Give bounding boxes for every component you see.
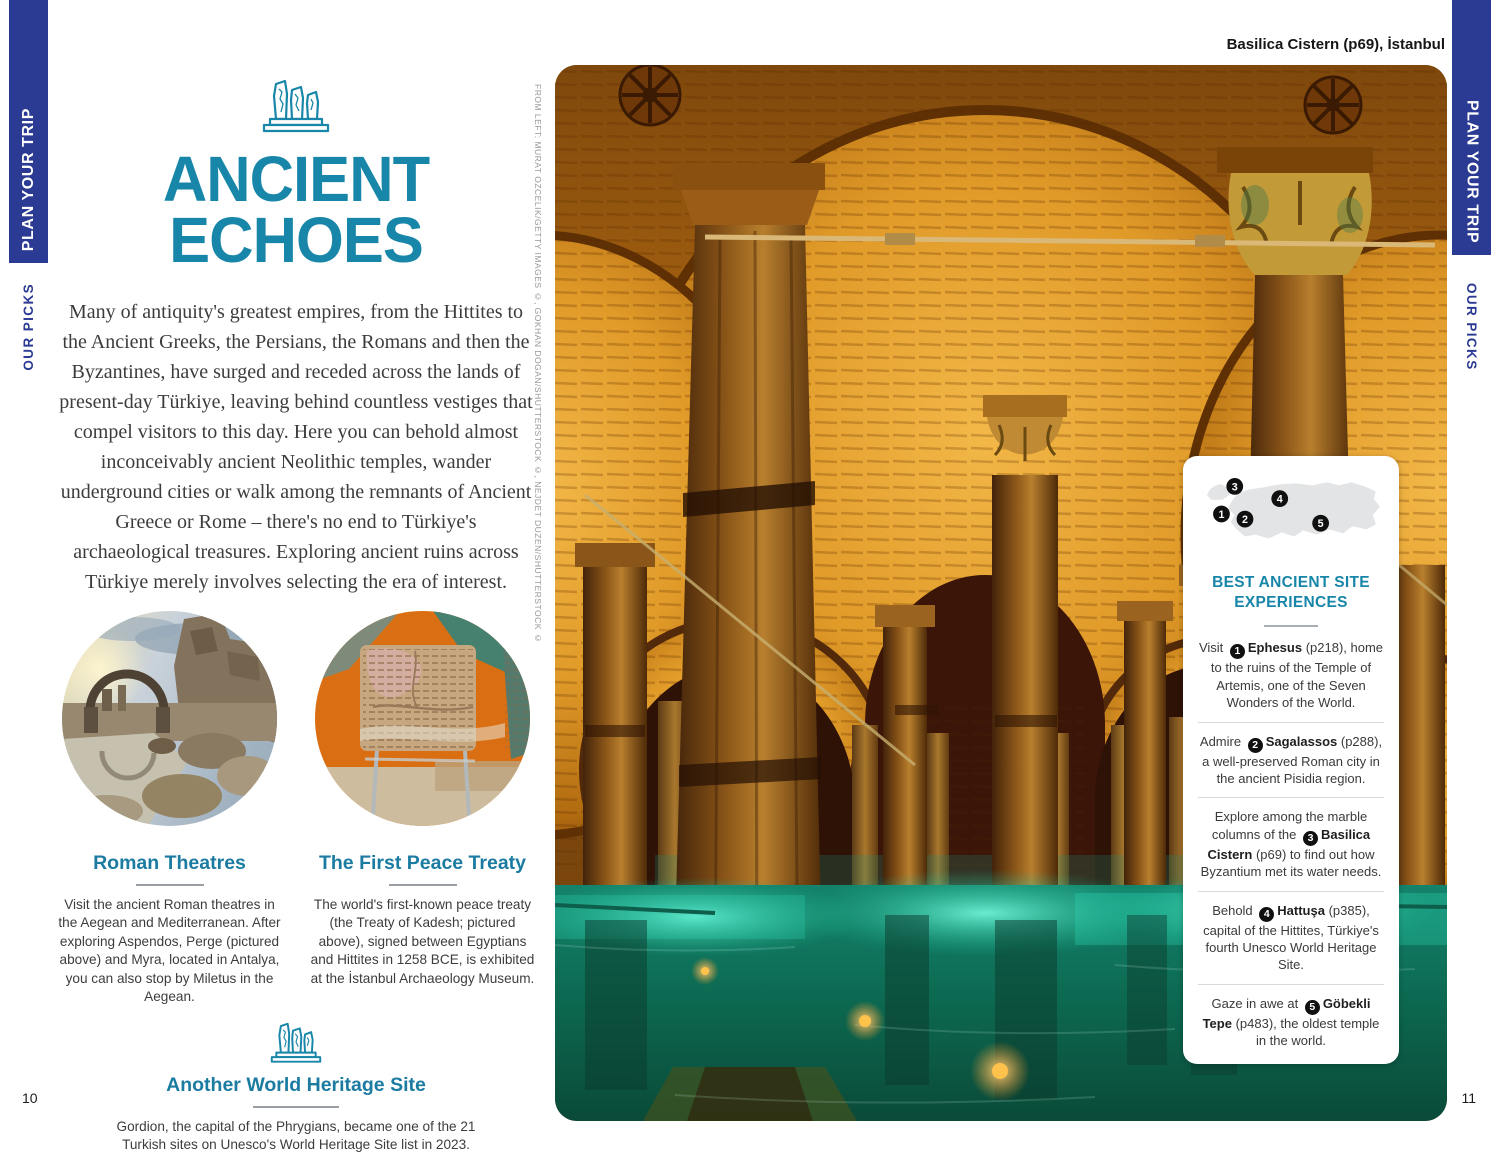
standing-stones-icon — [55, 72, 537, 143]
photo-caption: Basilica Cistern (p69), İstanbul — [1226, 36, 1445, 53]
map-marker-1: 1 — [1218, 508, 1225, 521]
card-heading: BEST ANCIENT SITE EXPERIENCES — [1212, 574, 1370, 612]
map-marker-5: 5 — [1317, 518, 1324, 531]
card-divider — [1198, 891, 1384, 892]
map-marker-2: 2 — [1241, 513, 1248, 526]
card-divider — [1198, 984, 1384, 985]
experience-item-2: Admire 2 Sagalassos (p288), a well-preserved Roman city in the ancient Pisidia region. — [1199, 733, 1383, 786]
turkey-map — [1197, 468, 1387, 560]
number-badge: 1 — [1230, 644, 1245, 659]
feature-heading: The First Peace Treaty — [318, 851, 527, 874]
left-chapter-rail — [9, 283, 48, 371]
experience-item-4: Behold 4 Hattuşa (p385), capital of the Hittites, Türkiye's fourth Unesco World Heritage Site. — [1203, 902, 1379, 973]
photo-credit: FROM LEFT: MURAT OZCELIK/GETTY IMAGES ©, GOKHAN DOGAN/SHUTTERSTOCK ©, NEJDET DUZEN/SHUTTERSTOCK © — [533, 84, 543, 644]
kadesh-tablet-photo — [315, 611, 530, 826]
page-title-line1: ANCIENT — [162, 143, 430, 215]
number-badge: 3 — [1303, 831, 1318, 846]
number-badge: 4 — [1259, 907, 1274, 922]
left-section-rail — [9, 0, 48, 263]
feature-peace-treaty — [308, 611, 537, 1007]
number-badge: 2 — [1248, 738, 1263, 753]
standing-stones-icon — [55, 1017, 537, 1072]
number-badge: 5 — [1305, 1000, 1320, 1015]
card-divider — [1198, 722, 1384, 723]
heritage-heading: Another World Heritage Site — [166, 1073, 426, 1096]
heritage-body: Gordion, the capital of the Phrygians, became one of the 21 Turkish sites on Unesco's World Heritage Site list in 2023. — [116, 1118, 476, 1152]
feature-body: The world's first-known peace treaty (the Treaty of Kadesh; pictured above), signed between Egyptians and Hittites in 1258 BCE, is exhibited at the İstanbul Archaeology Museum. — [310, 896, 535, 986]
feature-row — [55, 611, 537, 1007]
page-number-left: 10 — [22, 1090, 38, 1106]
page-title-line2: ECHOES — [169, 203, 423, 276]
card-heading-rule — [1264, 625, 1318, 627]
heading-rule — [253, 1106, 339, 1108]
left-page — [55, 0, 537, 1154]
right-chapter-rail — [1452, 283, 1491, 371]
heading-rule — [136, 884, 204, 886]
map-marker-3: 3 — [1231, 481, 1238, 494]
roman-theatre-photo — [62, 611, 277, 826]
rail-plan-your-trip-label: PLAN YOUR TRIP — [1463, 99, 1481, 243]
rail-our-picks-label: OUR PICKS — [21, 283, 36, 371]
right-section-rail — [1452, 0, 1491, 255]
card-divider — [1198, 797, 1384, 798]
intro-paragraph: Many of antiquity's greatest empires, from the Hittites to the Ancient Greeks, the Persians, the Romans and then the Byzantines, have surged and receded across the lands of present-day Türkiye, leaving behind countless vestiges that compel visitors to this day. Here you can behold almost inconceivably ancient Neolithic temples, wander underground cities or walk among the remnants of Ancient Greece or Rome – there's no end to Türkiye's archaeological treasures. Exploring ancient ruins across Türkiye merely involves selecting the era of interest. — [59, 300, 533, 593]
map-marker-4: 4 — [1276, 493, 1283, 506]
experience-item-5: Gaze in awe at 5 Göbekli Tepe (p483), the oldest temple in the world. — [1202, 995, 1380, 1049]
best-experiences-card — [1183, 456, 1399, 1064]
rail-our-picks-label: OUR PICKS — [1464, 283, 1479, 371]
feature-heading: Roman Theatres — [93, 851, 246, 874]
page-number-right: 11 — [1461, 1090, 1476, 1106]
feature-body: Visit the ancient Roman theatres in the Aegean and Mediterranean. After exploring Aspendos, Perge (pictured above) and Myra, located in Antalya, you can also stop by Miletus in the Aegean. — [58, 896, 281, 1005]
experience-item-1: Visit 1 Ephesus (p218), home to the ruins of the Temple of Artemis, one of the Seven Wonders of the World. — [1198, 640, 1384, 711]
rail-plan-your-trip-label: PLAN YOUR TRIP — [19, 107, 37, 251]
heading-rule — [389, 884, 457, 886]
experience-item-3: Explore among the marble columns of the 3 Basilica Cistern (p69) to find out how Byzantium met its water needs. — [1200, 809, 1382, 880]
feature-roman-theatres — [55, 611, 284, 1007]
page-title — [65, 143, 528, 276]
